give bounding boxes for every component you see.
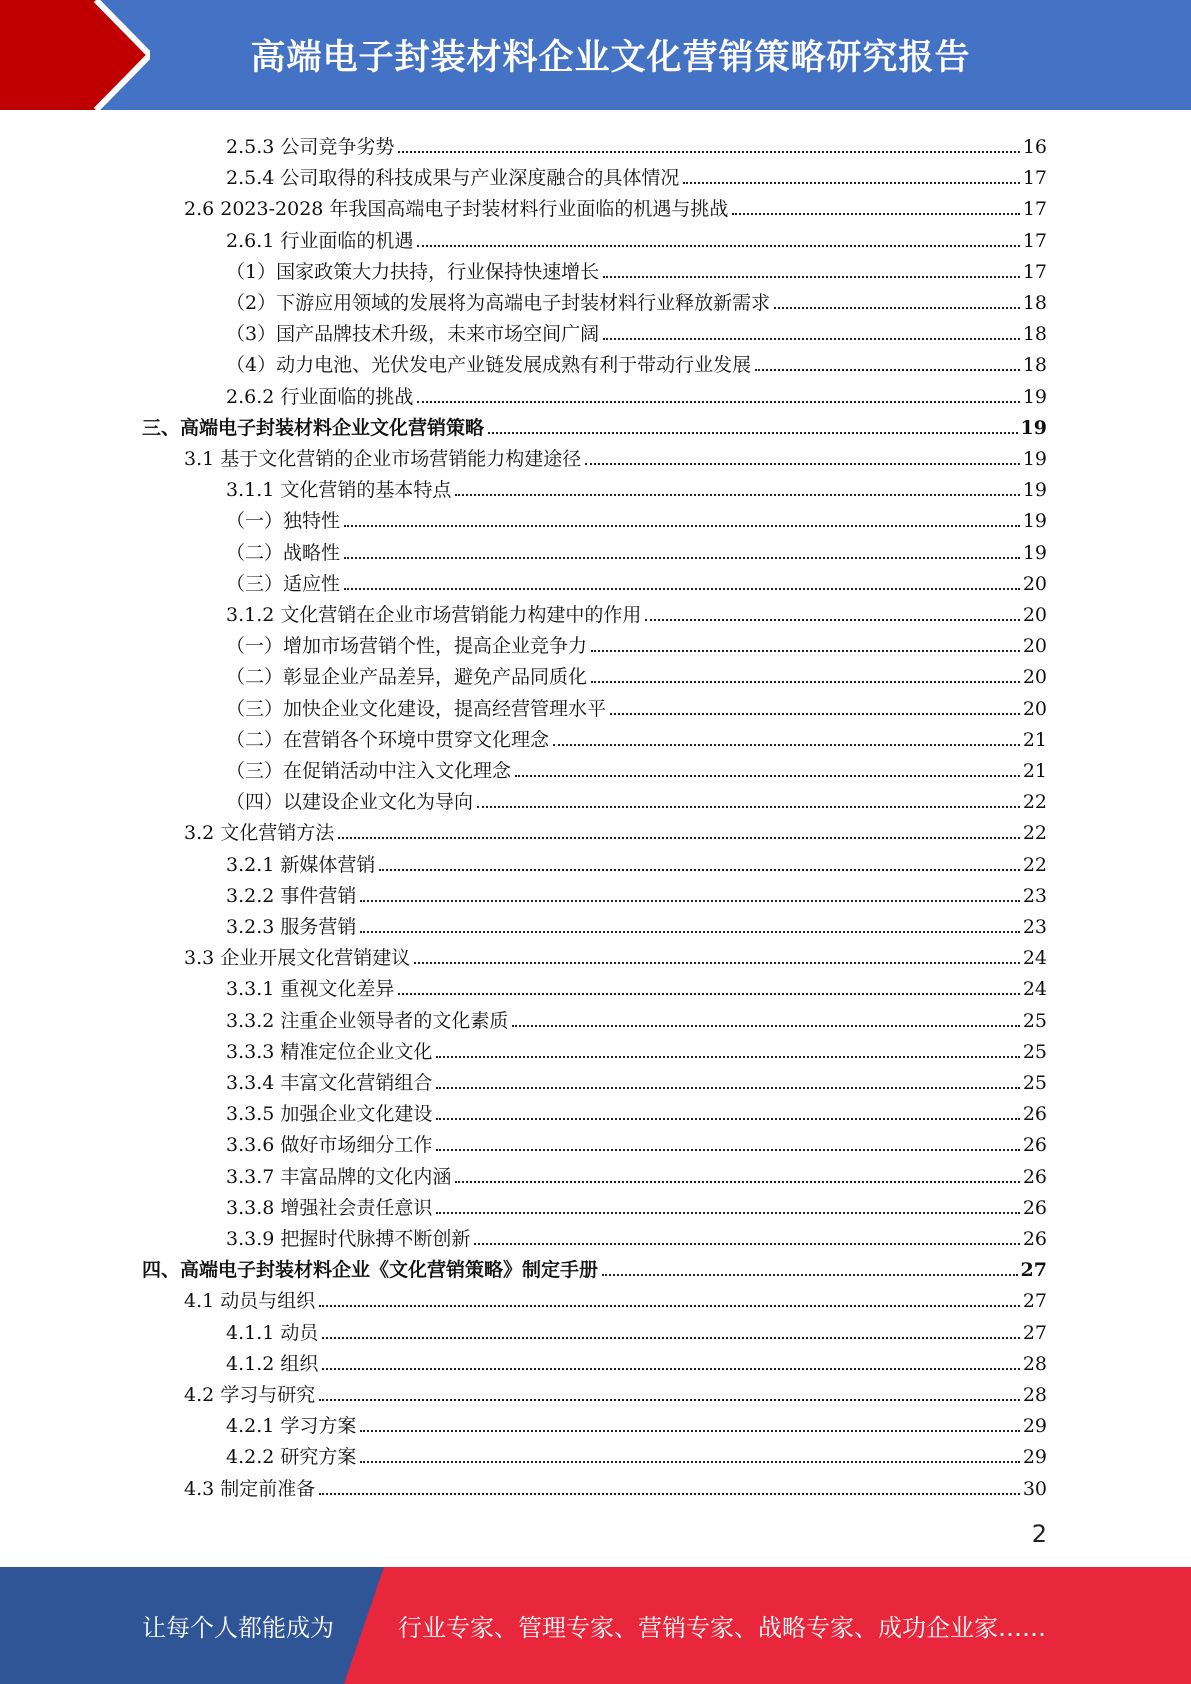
header-arrow-graphic — [0, 0, 150, 110]
toc-leader-dots — [474, 1243, 1019, 1245]
toc-entry-page: 22 — [1022, 822, 1047, 845]
toc-entry[interactable] — [226, 534, 1047, 565]
toc-entry[interactable] — [226, 159, 1047, 190]
toc-entry-label: （3）国产品牌技术升级，未来市场空间广阔 — [226, 323, 600, 346]
toc-entry-label: 4.2 学习与研究 — [184, 1384, 316, 1406]
toc-entry-label: 2.5.4 公司取得的科技成果与产业深度融合的具体情况 — [226, 167, 680, 190]
toc-leader-dots — [645, 619, 1019, 621]
toc-leader-dots — [436, 1087, 1019, 1089]
toc-entry[interactable] — [226, 1158, 1047, 1189]
toc-entry[interactable] — [226, 658, 1047, 689]
toc-leader-dots — [398, 151, 1019, 153]
toc-entry[interactable] — [226, 627, 1047, 658]
toc-entry-label: 3.3.2 注重企业领导者的文化素质 — [226, 1009, 509, 1032]
toc-leader-dots — [455, 494, 1019, 496]
toc-entry[interactable] — [226, 846, 1047, 877]
toc-leader-dots — [774, 307, 1020, 309]
toc-entry[interactable] — [226, 1033, 1047, 1064]
toc-leader-dots — [591, 681, 1020, 683]
toc-leader-dots — [585, 463, 1020, 465]
toc-entry[interactable] — [226, 752, 1047, 783]
toc-entry[interactable] — [226, 1407, 1047, 1438]
toc-leader-dots — [319, 1305, 1020, 1307]
toc-entry-page: 21 — [1022, 760, 1047, 782]
toc-leader-dots — [602, 1274, 1018, 1276]
toc-entry-page: 26 — [1022, 1134, 1047, 1157]
toc-entry-label: 4.2.1 学习方案 — [226, 1415, 357, 1438]
toc-entry-label: 3.3.3 精准定位企业文化 — [226, 1040, 433, 1063]
toc-entry-page: 22 — [1022, 853, 1047, 876]
toc-entry-page: 23 — [1022, 884, 1047, 907]
toc-entry-label: 3.3.8 增强社会责任意识 — [226, 1196, 433, 1219]
toc-entry[interactable] — [226, 128, 1047, 159]
toc-entry-label: （三）在促销活动中注入文化理念 — [226, 760, 512, 782]
toc-leader-dots — [344, 588, 1020, 590]
toc-entry-label: 3.2.2 事件营销 — [226, 884, 357, 907]
toc-entry[interactable] — [226, 502, 1047, 533]
toc-leader-dots — [319, 1493, 1020, 1495]
toc-entry-label: （三）加快企业文化建设，提高经营管理水平 — [226, 697, 607, 720]
toc-entry-page: 27 — [1020, 1259, 1047, 1282]
toc-entry-label: （一）增加市场营销个性，提高企业竞争力 — [226, 635, 588, 658]
toc-entry-page: 27 — [1022, 1290, 1047, 1313]
toc-entry-page: 27 — [1022, 1321, 1047, 1344]
toc-entry-label: 3.1.1 文化营销的基本特点 — [226, 479, 452, 502]
toc-leader-dots — [512, 1025, 1019, 1027]
toc-entry-label: （一）独特性 — [226, 510, 341, 533]
toc-entry-label: 2.5.3 公司竞争劣势 — [226, 136, 395, 158]
toc-leader-dots — [603, 338, 1020, 340]
toc-entry[interactable] — [226, 1220, 1047, 1251]
toc-leader-dots — [591, 650, 1020, 652]
toc-leader-dots — [436, 1149, 1019, 1151]
toc-entry-label: 3.3.4 丰富文化营销组合 — [226, 1072, 433, 1094]
toc-entry[interactable] — [226, 315, 1047, 346]
toc-entry-page: 26 — [1022, 1165, 1047, 1188]
toc-entry[interactable] — [226, 378, 1047, 409]
toc-leader-dots — [610, 713, 1020, 715]
toc-entry-page: 21 — [1022, 728, 1047, 751]
toc-entry[interactable] — [226, 721, 1047, 752]
toc-entry[interactable] — [226, 783, 1047, 814]
toc-entry-label: 4.1.1 动员 — [226, 1321, 319, 1344]
toc-entry[interactable] — [226, 253, 1047, 284]
toc-entry-label: 4.1 动员与组织 — [184, 1290, 316, 1313]
toc-leader-dots — [322, 1337, 1019, 1339]
toc-entry[interactable] — [226, 222, 1047, 253]
toc-entry-page: 19 — [1020, 416, 1047, 439]
toc-entry-label: 3.2.1 新媒体营销 — [226, 853, 376, 876]
toc-entry-label: 4.1.2 组织 — [226, 1352, 319, 1375]
toc-leader-dots — [436, 1056, 1019, 1058]
toc-entry-page: 16 — [1022, 136, 1047, 158]
toc-leader-dots — [360, 900, 1019, 902]
toc-entry-page: 19 — [1022, 510, 1047, 533]
toc-entry-page: 28 — [1022, 1384, 1047, 1406]
toc-entry-label: 3.3.1 重视文化差异 — [226, 978, 395, 1001]
toc-entry-page: 24 — [1022, 978, 1047, 1001]
toc-entry[interactable] — [184, 440, 1047, 471]
toc-entry-label: 4.2.2 研究方案 — [226, 1446, 357, 1469]
toc-entry[interactable] — [142, 1251, 1047, 1282]
toc-entry[interactable] — [226, 596, 1047, 627]
toc-entry-page: 20 — [1022, 635, 1047, 658]
page-footer — [0, 1567, 1191, 1684]
toc-leader-dots — [322, 1368, 1019, 1370]
toc-leader-dots — [417, 401, 1019, 403]
toc-entry[interactable] — [226, 1095, 1047, 1126]
toc-entry[interactable] — [142, 409, 1047, 440]
toc-leader-dots — [732, 213, 1019, 215]
toc-entry[interactable] — [226, 1345, 1047, 1376]
toc-entry-label: （4）动力电池、光伏发电产业链发展成熟有利于带动行业发展 — [226, 354, 752, 377]
toc-leader-dots — [360, 1461, 1019, 1463]
toc-leader-dots — [477, 806, 1020, 808]
toc-entry-page: 20 — [1022, 572, 1047, 595]
toc-entry-page: 17 — [1022, 260, 1047, 283]
toc-entry[interactable] — [226, 970, 1047, 1001]
toc-entry-label: 2.6.2 行业面临的挑战 — [226, 385, 414, 408]
toc-entry-page: 18 — [1022, 292, 1047, 314]
toc-leader-dots — [360, 1430, 1019, 1432]
toc-entry[interactable] — [226, 1002, 1047, 1033]
toc-entry-page: 20 — [1022, 666, 1047, 689]
toc-entry-label: （二）战略性 — [226, 541, 341, 564]
toc-entry-label: 3.3.9 把握时代脉搏不断创新 — [226, 1228, 471, 1250]
toc-entry-label: 3.2.3 服务营销 — [226, 916, 357, 938]
toc-entry-page: 17 — [1022, 167, 1047, 190]
toc-entry-page: 29 — [1022, 1446, 1047, 1469]
toc-leader-dots — [319, 1399, 1020, 1401]
toc-entry-page: 24 — [1022, 947, 1047, 970]
toc-entry-label: 4.3 制定前准备 — [184, 1477, 316, 1500]
page-header — [0, 0, 1191, 110]
toc-entry[interactable] — [184, 939, 1047, 970]
toc-leader-dots — [338, 837, 1020, 839]
toc-entry[interactable] — [184, 1376, 1047, 1407]
toc-entry[interactable] — [226, 1189, 1047, 1220]
toc-entry[interactable] — [184, 1470, 1047, 1501]
toc-entry-page: 17 — [1022, 229, 1047, 252]
toc-entry-label: 四、高端电子封装材料企业《文化营销策略》制定手册 — [142, 1259, 599, 1282]
toc-entry-label: 3.3.5 加强企业文化建设 — [226, 1103, 433, 1126]
toc-entry-label: （1）国家政策大力扶持，行业保持快速增长 — [226, 260, 600, 283]
toc-entry[interactable] — [226, 1438, 1047, 1469]
toc-entry-page: 30 — [1022, 1477, 1047, 1500]
toc-leader-dots — [398, 993, 1019, 995]
toc-entry-page: 26 — [1022, 1103, 1047, 1126]
toc-entry-label: 3.3.7 丰富品牌的文化内涵 — [226, 1165, 452, 1188]
toc-entry-page: 23 — [1022, 916, 1047, 938]
toc-entry-label: 3.1 基于文化营销的企业市场营销能力构建途径 — [184, 448, 582, 470]
toc-entry-label: （四）以建设企业文化为导向 — [226, 791, 474, 814]
toc-leader-dots — [344, 557, 1020, 559]
toc-leader-dots — [379, 869, 1019, 871]
toc-entry[interactable] — [184, 190, 1047, 221]
toc-entry-label: （二）在营销各个环境中贯穿文化理念 — [226, 728, 550, 751]
toc-entry[interactable] — [184, 814, 1047, 845]
toc-entry[interactable] — [226, 908, 1047, 939]
toc-entry-label: 2.6.1 行业面临的机遇 — [226, 229, 414, 252]
toc-entry-label: 3.3 企业开展文化营销建议 — [184, 947, 411, 970]
toc-entry-label: （2）下游应用领域的发展将为高端电子封装材料行业释放新需求 — [226, 292, 771, 314]
toc-entry-label: 2.6 2023-2028 年我国高端电子封装材料行业面临的机遇与挑战 — [184, 198, 729, 221]
toc-entry-page: 25 — [1022, 1072, 1047, 1094]
toc-leader-dots — [683, 182, 1019, 184]
toc-entry-label: 3.3.6 做好市场细分工作 — [226, 1134, 433, 1157]
toc-entry[interactable] — [226, 565, 1047, 596]
toc-leader-dots — [344, 525, 1020, 527]
toc-entry-label: 3.1.2 文化营销在企业市场营销能力构建中的作用 — [226, 604, 642, 626]
toc-entry[interactable] — [184, 1282, 1047, 1313]
toc-entry-page: 20 — [1022, 604, 1047, 626]
toc-entry-label: 3.2 文化营销方法 — [184, 822, 335, 845]
toc-entry-page: 29 — [1022, 1415, 1047, 1438]
toc-leader-dots — [515, 775, 1020, 777]
toc-leader-dots — [360, 931, 1019, 933]
toc-entry-page: 19 — [1022, 541, 1047, 564]
toc-entry-page: 25 — [1022, 1009, 1047, 1032]
toc-leader-dots — [417, 245, 1019, 247]
toc-entry[interactable] — [226, 1064, 1047, 1095]
toc-entry-page: 18 — [1022, 323, 1047, 346]
toc-entry-page: 19 — [1022, 479, 1047, 502]
footer-slogan-left: 让每个人都能成为 — [142, 1614, 334, 1642]
toc-entry[interactable] — [226, 346, 1047, 377]
toc-leader-dots — [755, 369, 1020, 371]
toc-entry[interactable] — [226, 877, 1047, 908]
toc-entry[interactable] — [226, 1314, 1047, 1345]
toc-entry-page: 17 — [1022, 198, 1047, 221]
toc-entry[interactable] — [226, 1126, 1047, 1157]
toc-entry-label: （三）适应性 — [226, 572, 341, 595]
toc-entry-page: 22 — [1022, 791, 1047, 814]
toc-entry[interactable] — [226, 690, 1047, 721]
toc-entry-page: 26 — [1022, 1196, 1047, 1219]
toc-leader-dots — [414, 962, 1020, 964]
toc-entry-page: 20 — [1022, 697, 1047, 720]
toc-entry-page: 26 — [1022, 1228, 1047, 1250]
toc-entry-page: 25 — [1022, 1040, 1047, 1063]
toc-entry-label: （二）彰显企业产品差异，避免产品同质化 — [226, 666, 588, 689]
toc-leader-dots — [436, 1118, 1019, 1120]
toc-entry-page: 19 — [1022, 448, 1047, 470]
toc-leader-dots — [603, 276, 1020, 278]
page-number: 2 — [1031, 1520, 1047, 1548]
footer-slogan-right: 行业专家、管理专家、营销专家、战略专家、成功企业家…… — [398, 1614, 1046, 1642]
toc-entry[interactable] — [226, 471, 1047, 502]
toc-entry-page: 18 — [1022, 354, 1047, 377]
toc-leader-dots — [553, 744, 1020, 746]
report-title: 高端电子封装材料企业文化营销策略研究报告 — [250, 38, 971, 78]
toc-entry-page: 19 — [1022, 385, 1047, 408]
toc-leader-dots — [455, 1181, 1019, 1183]
toc-entry-page: 28 — [1022, 1352, 1047, 1375]
toc-leader-dots — [436, 1212, 1019, 1214]
toc-leader-dots — [488, 432, 1018, 434]
toc-entry-label: 三、高端电子封装材料企业文化营销策略 — [142, 416, 485, 439]
toc-entry[interactable] — [226, 284, 1047, 315]
